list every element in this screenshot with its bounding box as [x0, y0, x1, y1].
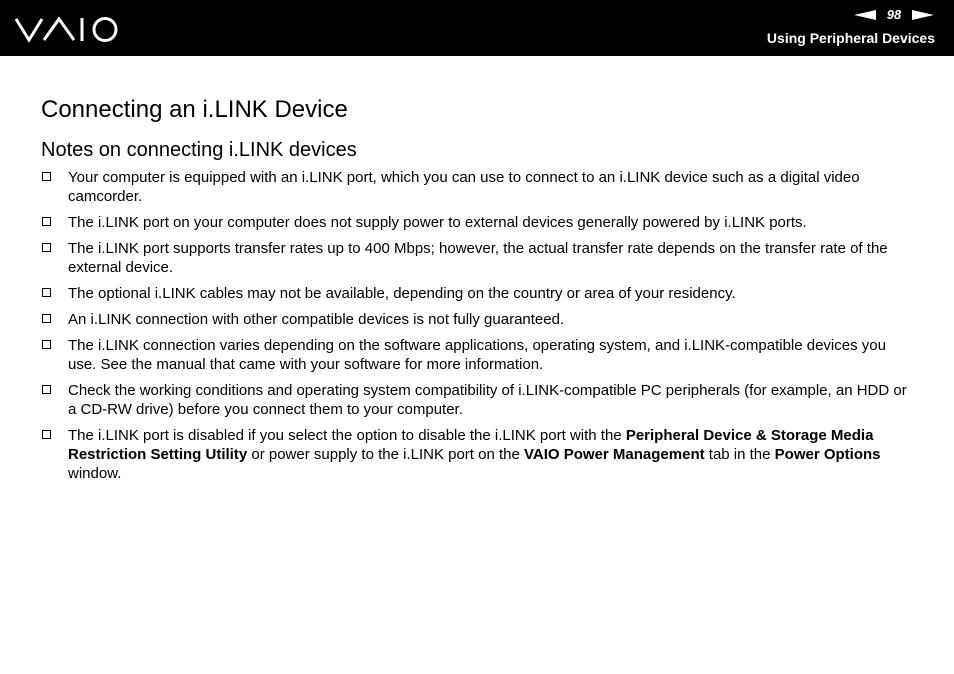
previous-page-arrow-icon[interactable]: [854, 10, 876, 20]
checkbox-bullet-icon: [42, 314, 51, 323]
section-heading: Notes on connecting i.LINK devices: [41, 139, 357, 161]
page-title: Connecting an i.LINK Device: [41, 96, 348, 123]
vaio-logo: [14, 14, 120, 44]
checkbox-bullet-icon: [42, 172, 51, 181]
list-item: The i.LINK port supports transfer rates up to 400 Mbps; however, the actual transfer rate depends on the transfer rate of the external device.: [41, 239, 916, 277]
page-number: 98: [886, 7, 902, 22]
notes-list: [41, 168, 916, 483]
checkbox-bullet-icon: [42, 340, 51, 349]
utility-name: Peripheral Device & Storage Media Restriction Setting Utility: [68, 427, 874, 463]
list-item: Check the working conditions and operating system compatibility of i.LINK-compatible PC peripherals (for example, an HDD or a CD-RW drive) before you connect them to your computer.: [41, 381, 916, 419]
page-header: [0, 0, 954, 56]
checkbox-bullet-icon: [42, 385, 51, 394]
list-item: The i.LINK port is disabled if you select the option to disable the i.LINK port with the Peripheral Device & Storage Media Restriction Setting Utility or power supply to the i.LINK port on the VAIO Power Management tab in the Power Options window.: [41, 426, 916, 483]
vaio-power-management-name: VAIO Power Management: [524, 446, 705, 463]
power-options-name: Power Options: [774, 446, 881, 463]
main-content: [41, 96, 916, 490]
list-item: The optional i.LINK cables may not be available, depending on the country or area of your residency.: [41, 284, 916, 303]
checkbox-bullet-icon: [42, 288, 51, 297]
checkbox-bullet-icon: [42, 217, 51, 226]
page-navigation: [854, 7, 934, 22]
checkbox-bullet-icon: [42, 430, 51, 439]
list-item: The i.LINK connection varies depending on the software applications, operating system, and i.LINK-compatible devices you use. See the manual that came with your software for more information.: [41, 336, 916, 374]
section-title: Using Peripheral Devices: [766, 30, 935, 46]
next-page-arrow-icon[interactable]: [912, 10, 934, 20]
list-item: Your computer is equipped with an i.LINK port, which you can use to connect to an i.LINK device such as a digital video camcorder.: [41, 168, 916, 206]
checkbox-bullet-icon: [42, 243, 51, 252]
list-item: The i.LINK port on your computer does not supply power to external devices generally powered by i.LINK ports.: [41, 213, 916, 232]
list-item: An i.LINK connection with other compatible devices is not fully guaranteed.: [41, 310, 916, 329]
